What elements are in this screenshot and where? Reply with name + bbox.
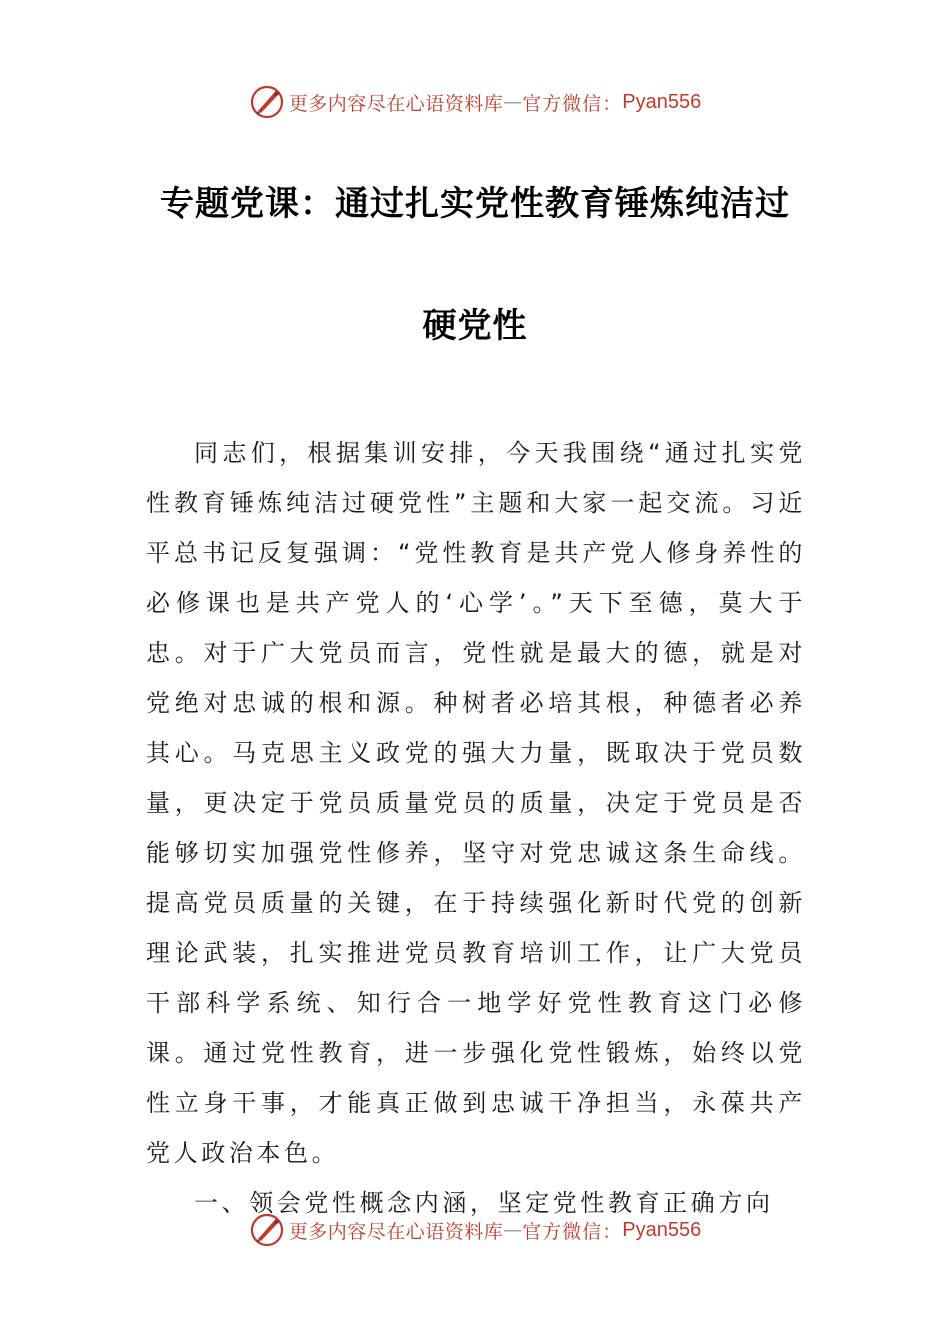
footer-watermark <box>0 1210 950 1250</box>
promo-dash: — <box>503 91 523 113</box>
document-title-line-2: 硬党性 <box>422 306 528 346</box>
wechat-label: 官方微信： <box>522 1220 623 1243</box>
document-body <box>146 428 806 1228</box>
wechat-handle: Pyan556 <box>622 1218 702 1241</box>
wechat-label: 官方微信： <box>522 92 623 115</box>
document-title-line-1: 专题党课：通过扎实党性教育锤炼纯洁过 <box>160 184 790 224</box>
wechat-handle: Pyan556 <box>622 90 702 113</box>
header-watermark <box>0 82 950 122</box>
promo-text: 更多内容尽在心语资料库 <box>288 92 504 115</box>
promo-text: 更多内容尽在心语资料库 <box>288 1220 504 1243</box>
section-heading: 一、领会党性概念内涵，坚定党性教育正确方向 <box>194 1189 774 1217</box>
pen-logo-icon <box>249 1212 285 1248</box>
promo-dash: — <box>503 1219 523 1241</box>
body-paragraph: 同志们，根据集训安排，今天我围绕“通过扎实党性教育锤炼纯洁过硬党性”主题和大家一起交流。习近平总书记反复强调：“党性教育是共产党人修身养性的必修课也是共产党人的‘心学’。”天下至德，莫大于忠。对于广大党员而言，党性就是最大的德，就是对党绝对忠诚的根和源。种树者必培其根，种德者必养其心。马克思主义政党的强大力量，既取决于党员数量，更决定于党员质量党员的质量，决定于党员是否能够切实加强党性修养，坚守对党忠诚这条生命线。提高党员质量的关键，在于持续强化新时代党的创新理论武装，扎实推进党员教育培训工作，让广大党员干部科学系统、知行合一地学好党性教育这门必修课。通过党性教育，进一步强化党性锻炼，始终以党性立身干事，才能真正做到忠诚干净担当，永葆共产党人政治本色。 <box>146 439 806 1167</box>
pen-logo-icon <box>249 84 285 120</box>
